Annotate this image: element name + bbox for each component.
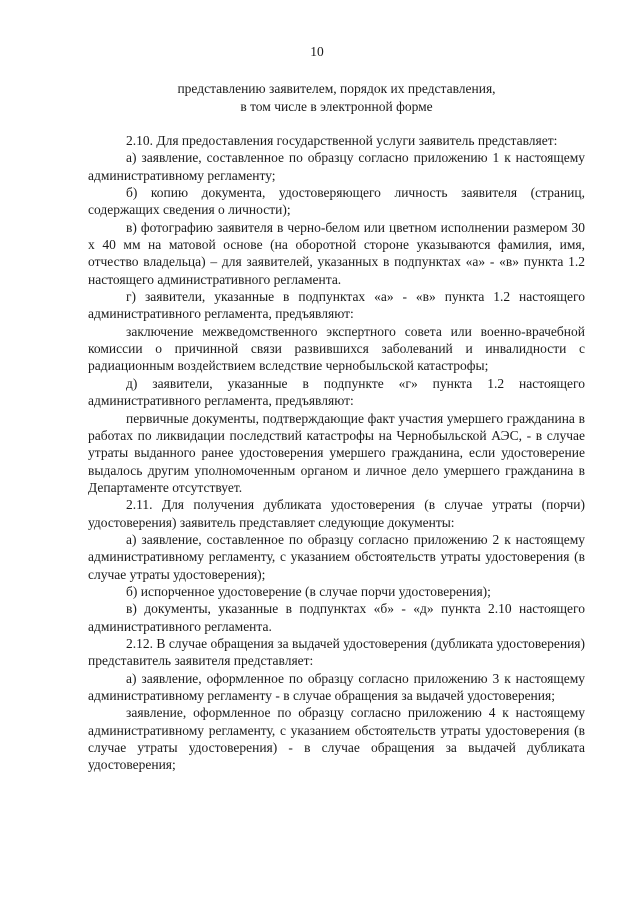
paragraph-2-12-duplicate: заявление, оформленное по образцу согласно приложению 4 к настоящему административному регламенту, с указанием обстоятельств утраты удостоверения (в случае утраты удостоверения) - в случае обращения за выдачей дубликата удостоверения; [88, 705, 585, 773]
heading-line: в том числе в электронной форме [240, 98, 433, 114]
paragraph-item-v: в) фотографию заявителя в черно-белом или цветном исполнении размером 30 х 40 мм на матовой основе (на оборотной стороне указываются фамилия, имя, отчество владельца) – для заявителей, указанных в подпунктах «а» - «в» пункта 1.2 настоящего административного регламента. [88, 219, 585, 287]
heading-line: представлению заявителем, порядок их представления, [177, 81, 496, 96]
paragraph-2-10: 2.10. Для предоставления государственной услуги заявитель представляет: [126, 133, 558, 148]
page-number: 10 [310, 44, 324, 59]
paragraph-2-11-v: в) документы, указанные в подпунктах «б» - «д» пункта 2.10 настоящего административного регламента. [88, 601, 585, 634]
paragraph-item-a: а) заявление, составленное по образцу согласно приложению 1 к настоящему административному регламенту; [88, 150, 585, 183]
paragraph-conclusion: заключение межведомственного экспертного совета или военно-врачебной комиссии о причинной связи развившихся заболеваний и инвалидности с радиационным воздействием вследствие чернобыльской катастрофы; [88, 323, 585, 374]
section-heading [88, 80, 585, 115]
paragraph-item-b: б) копию документа, удостоверяющего личность заявителя (страниц, содержащих сведения о личности); [88, 185, 585, 218]
paragraph-2-12: 2.12. В случае обращения за выдачей удостоверения (дубликата удостоверения) представитель заявителя представляет: [88, 635, 585, 669]
paragraph-2-11: 2.11. Для получения дубликата удостоверения (в случае утраты (порчи) удостоверения) заявитель представляет следующие документы: [88, 497, 585, 530]
paragraph-2-11-a: а) заявление, составленное по образцу согласно приложению 2 к настоящему административному регламенту, с указанием обстоятельств утраты удостоверения (в случае утраты удостоверения); [88, 531, 585, 582]
paragraph-2-12-a: а) заявление, оформленное по образцу согласно приложению 3 к настоящему административному регламенту - в случае обращения за выдачей удостоверения; [88, 670, 585, 703]
paragraph-2-11-b: б) испорченное удостоверение (в случае порчи удостоверения); [126, 583, 491, 599]
paragraph-primary-documents: первичные документы, подтверждающие факт участия умершего гражданина в работах по ликвидации последствий катастрофы на Чернобыльской АЭС, - в случае утраты выданного ранее удостоверения умершего гражданина, если удостоверение выдалось другим уполномоченным органом и личное дело умершего гражданина в Департаменте отсутствует. [88, 410, 585, 495]
document-body [88, 132, 585, 774]
paragraph-item-g: г) заявители, указанные в подпунктах «а» - «в» пункта 1.2 настоящего административного регламента, предъявляют: [88, 289, 585, 322]
paragraph-item-d: д) заявители, указанные в подпункте «г» пункта 1.2 настоящего административного регламента, предъявляют: [88, 375, 585, 409]
